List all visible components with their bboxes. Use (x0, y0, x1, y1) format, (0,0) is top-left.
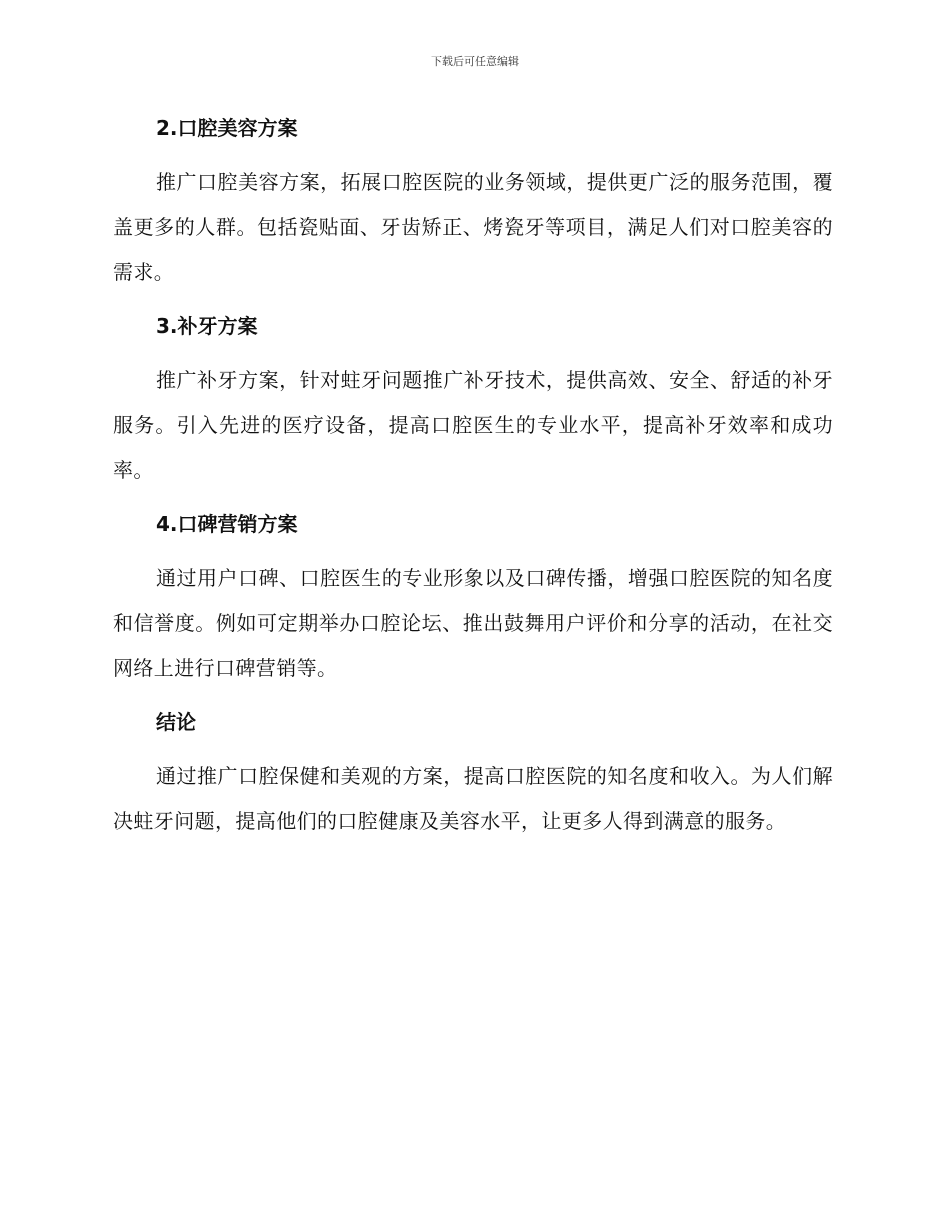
section-heading-filling: 3.补牙方案 (156, 314, 258, 338)
section-paragraph-filling: 推广补牙方案，针对蛀牙问题推广补牙技术，提供高效、安全、舒适的补牙服务。引入先进的医疗设备，提高口腔医生的专业水平，提高补牙效率和成功率。 (113, 368, 833, 482)
document-body (113, 110, 833, 844)
section-paragraph-conclusion: 通过推广口腔保健和美观的方案，提高口腔医院的知名度和收入。为人们解决蛀牙问题，提高他们的口腔健康及美容水平，让更多人得到满意的服务。 (113, 764, 833, 833)
section-paragraph-cosmetic: 推广口腔美容方案，拓展口腔医院的业务领域，提供更广泛的服务范围，覆盖更多的人群。包括瓷贴面、牙齿矫正、烤瓷牙等项目，满足人们对口腔美容的需求。 (113, 170, 833, 284)
section-heading-cosmetic: 2.口腔美容方案 (156, 116, 298, 140)
page-header: 下载后可任意编辑 (431, 55, 519, 68)
section-paragraph-word-of-mouth: 通过用户口碑、口腔医生的专业形象以及口碑传播，增强口腔医院的知名度和信誉度。例如可定期举办口腔论坛、推出鼓舞用户评价和分享的活动，在社交网络上进行口碑营销等。 (113, 566, 833, 680)
section-heading-conclusion: 结论 (156, 710, 196, 734)
section-heading-word-of-mouth: 4.口碑营销方案 (156, 512, 298, 536)
